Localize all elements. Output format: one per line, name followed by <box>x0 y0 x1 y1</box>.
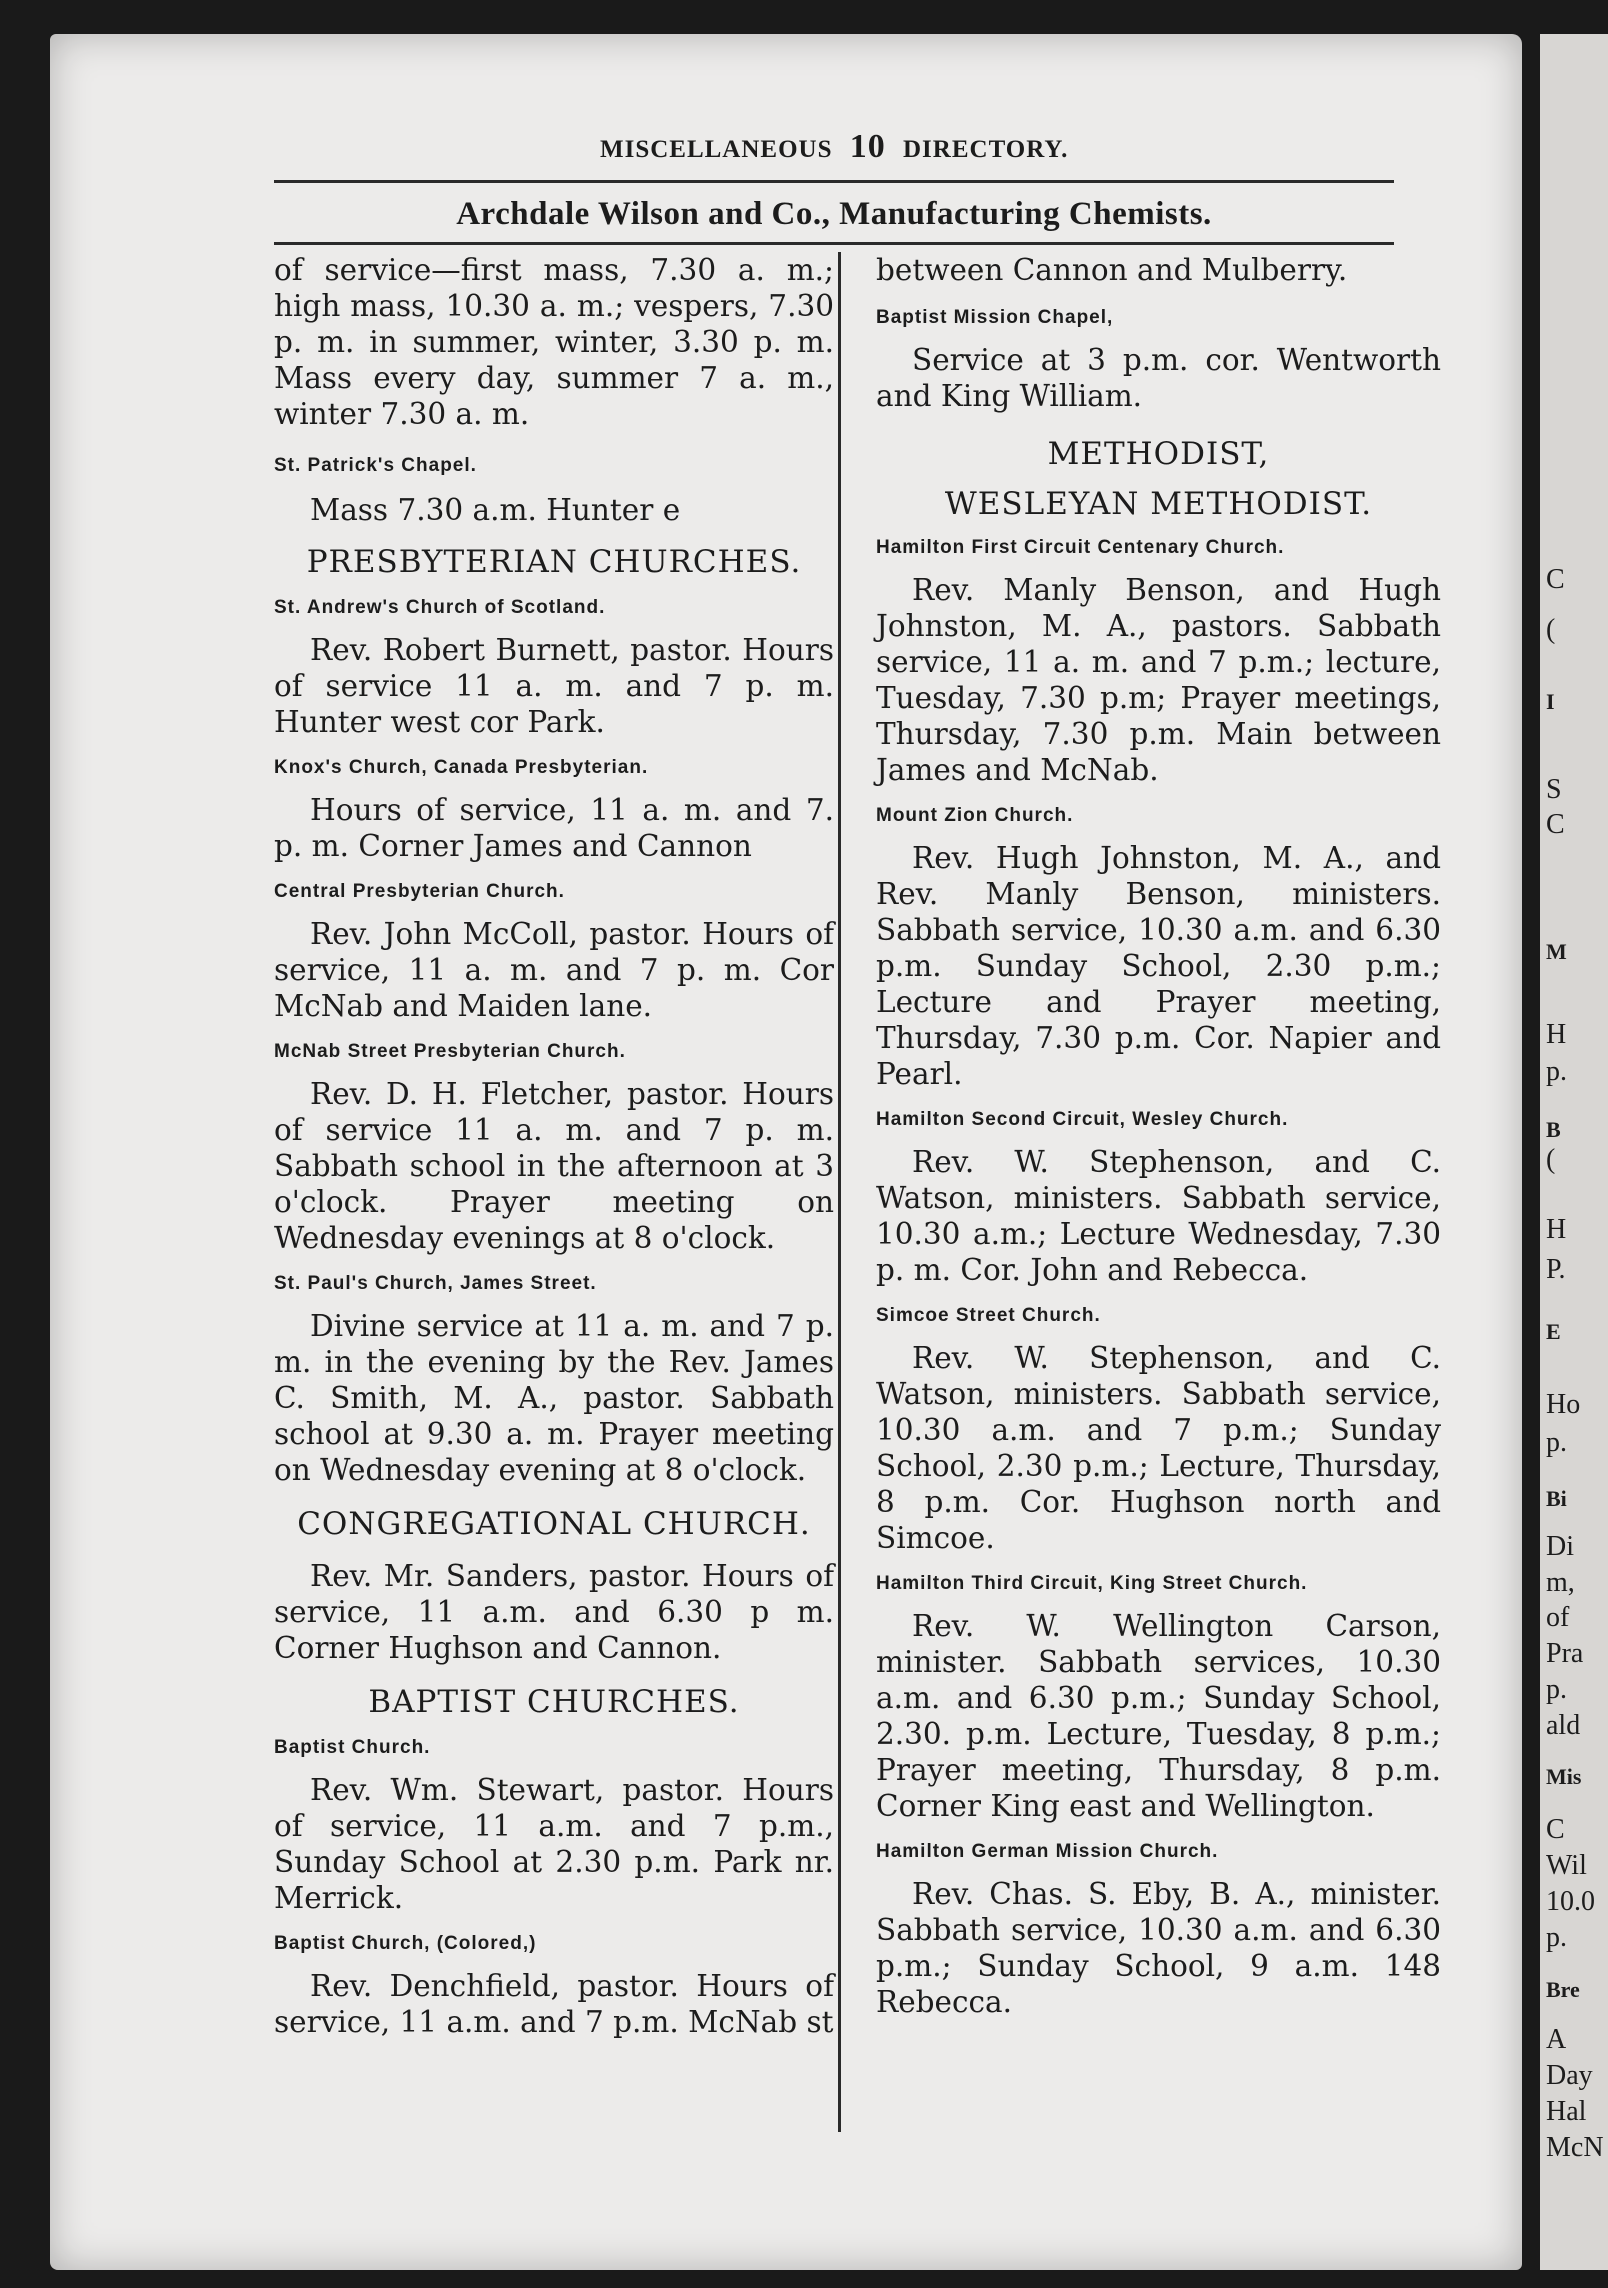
church-details: Rev. Denchfield, pastor. Hours of service, 11 a.m. and 7 p.m. McNab st <box>274 1969 834 2039</box>
fragment: C <box>1546 564 1565 595</box>
section-heading: WESLEYAN METHODIST. <box>944 486 1373 522</box>
church-details: Rev. John McColl, pastor. Hours of service, 11 a. m. and 7 p. m. Cor McNab and Maiden lane. <box>274 917 834 1023</box>
fragment: P. <box>1546 1254 1566 1285</box>
church-details: Rev. D. H. Fletcher, pastor. Hours of service 11 a. m. and 7 p. m. Sabbath school in the afternoon at 3 o'clock. Prayer meeting on Wednesday evenings at 8 o'clock. <box>274 1077 834 1255</box>
church-name: Central Presbyterian Church. <box>274 881 565 902</box>
section-heading: METHODIST, <box>1047 436 1270 472</box>
fragment: of <box>1546 1602 1570 1633</box>
continued-text: between Cannon and Mulberry. <box>876 253 1348 287</box>
fragment: ald <box>1546 1710 1581 1741</box>
banner-rule <box>274 242 1394 245</box>
section-heading: BAPTIST CHURCHES. <box>368 1684 740 1720</box>
fragment: Ho <box>1546 1389 1581 1420</box>
fragment: ( <box>1546 614 1556 645</box>
fragment: Pra <box>1546 1638 1584 1669</box>
fragment: p. <box>1546 1056 1567 1087</box>
right-column <box>876 252 1441 2020</box>
fragment: Mis <box>1546 1764 1582 1789</box>
fragment: ( <box>1546 1144 1556 1175</box>
church-details: Rev. Manly Benson, and Hugh Johnston, M. A., pastors. Sabbath service, 11 a. m. and 7 p.m.; lecture, Tuesday, 7.30 p.m; Prayer meetings, Thursday, 7.30 p.m. Main between James and McNab. <box>876 573 1441 787</box>
church-details: Rev. Wm. Stewart, pastor. Hours of service, 11 a.m. and 7 p.m., Sunday School at 2.30 p.m. Park nr. Merrick. <box>274 1773 834 1915</box>
fragment: A <box>1546 2024 1567 2055</box>
fragment: McN <box>1546 2132 1604 2163</box>
church-details: Rev. W. Wellington Carson, minister. Sabbath services, 10.30 a.m. and 6.30 p.m.; Sunday School, 2.30. p.m. Lecture, Tuesday, 8 p.m.; Prayer meeting, Thursday, 8 p.m. Corner King east and Wellington. <box>876 1609 1441 1823</box>
fragment: H <box>1546 1214 1567 1245</box>
advertisement-banner: Archdale Wilson and Co., Manufacturing Chemists. <box>456 196 1212 232</box>
fragment: C <box>1546 1814 1565 1845</box>
fragment: Bre <box>1546 1977 1580 2002</box>
church-details: Divine service at 11 a. m. and 7 p. m. in the evening by the Rev. James C. Smith, M. A., pastor. Sabbath school at 9.30 a. m. Prayer meeting on Wednesday evening at 8 o'clock. <box>274 1309 834 1487</box>
church-details: Hours of service, 11 a. m. and 7. p. m. Corner James and Cannon <box>274 793 834 863</box>
church-details: Mass 7.30 a.m. Hunter e <box>310 493 681 527</box>
church-name: Knox's Church, Canada Presbyterian. <box>274 757 649 778</box>
fragment: C <box>1546 809 1565 840</box>
church-details: Rev. Mr. Sanders, pastor. Hours of service, 11 a.m. and 6.30 p m. Corner Hughson and Cannon. <box>274 1559 834 1665</box>
fragment: H <box>1546 1019 1567 1050</box>
adjacent-page-edge <box>1540 34 1608 2270</box>
fragment: p. <box>1546 1922 1567 1953</box>
running-header <box>600 128 1068 166</box>
church-name: Baptist Church. <box>274 1737 431 1758</box>
fragment: Bi <box>1546 1486 1567 1511</box>
church-name: Simcoe Street Church. <box>876 1305 1101 1326</box>
fragment: 10.0 <box>1546 1886 1595 1917</box>
church-name: St. Patrick's Chapel. <box>274 455 477 476</box>
church-details: Rev. Robert Burnett, pastor. Hours of service 11 a. m. and 7 p. m. Hunter west cor Park. <box>274 633 834 739</box>
church-details: Rev. Chas. S. Eby, B. A., minister. Sabbath service, 10.30 a.m. and 6.30 p.m.; Sunday School, 9 a.m. 148 Rebecca. <box>876 1877 1441 2019</box>
church-name: St. Andrew's Church of Scotland. <box>274 597 606 618</box>
column-divider <box>838 252 841 2132</box>
fragment: M <box>1546 939 1567 964</box>
church-name: Hamilton Second Circuit, Wesley Church. <box>876 1109 1289 1130</box>
fragment: B <box>1546 1117 1561 1142</box>
fragment: I <box>1546 689 1555 714</box>
fragment: S <box>1546 774 1562 805</box>
header-rule <box>274 180 1394 183</box>
fragment: Di <box>1546 1531 1574 1562</box>
church-details: Rev. W. Stephenson, and C. Watson, ministers. Sabbath service, 10.30 a.m. and 7 p.m.; Sunday School, 2.30 p.m.; Lecture, Thursday, 8 p.m. Cor. Hughson north and Simcoe. <box>876 1341 1441 1555</box>
church-name: Hamilton Third Circuit, King Street Church. <box>876 1573 1308 1594</box>
church-name: Hamilton German Mission Church. <box>876 1841 1219 1862</box>
church-name: Hamilton First Circuit Centenary Church. <box>876 537 1285 558</box>
church-details: Service at 3 p.m. cor. Wentworth and King William. <box>876 343 1441 413</box>
page-number: 10 <box>849 128 886 165</box>
fragment: Day <box>1546 2060 1593 2091</box>
fragment: Wil <box>1546 1850 1587 1881</box>
church-name: Mount Zion Church. <box>876 805 1074 826</box>
church-name: Baptist Church, (Colored,) <box>274 1933 537 1954</box>
section-heading: PRESBYTERIAN CHURCHES. <box>306 544 802 580</box>
fragment: m, <box>1546 1567 1575 1598</box>
church-details: Rev. Hugh Johnston, M. A., and Rev. Manly Benson, ministers. Sabbath service, 10.30 a.m. and 6.30 p.m. Sunday School, 2.30 p.m.; Lecture and Prayer meeting, Thursday, 7.30 p.m. Cor. Napier and Pearl. <box>876 841 1441 1091</box>
church-name: St. Paul's Church, James Street. <box>274 1273 597 1294</box>
church-name: McNab Street Presbyterian Church. <box>274 1041 626 1062</box>
fragment: p. <box>1546 1427 1567 1458</box>
fragment: E <box>1546 1319 1561 1344</box>
header-right: DIRECTORY. <box>903 136 1069 163</box>
header-left: MISCELLANEOUS <box>600 136 833 163</box>
fragment: Hal <box>1546 2096 1587 2127</box>
continued-text: of service—first mass, 7.30 a. m.; high mass, 10.30 a. m.; vespers, 7.30 p. m. in summer, winter, 3.30 p. m. Mass every day, summer 7 a. m., winter 7.30 a. m. <box>274 253 834 431</box>
church-details: Rev. W. Stephenson, and C. Watson, ministers. Sabbath service, 10.30 a.m.; Lecture Wednesday, 7.30 p. m. Cor. John and Rebecca. <box>876 1145 1441 1287</box>
section-heading: CONGREGATIONAL CHURCH. <box>297 1506 811 1542</box>
fragment: p. <box>1546 1674 1567 1705</box>
church-name: Baptist Mission Chapel, <box>876 307 1114 328</box>
left-column <box>274 252 834 2040</box>
